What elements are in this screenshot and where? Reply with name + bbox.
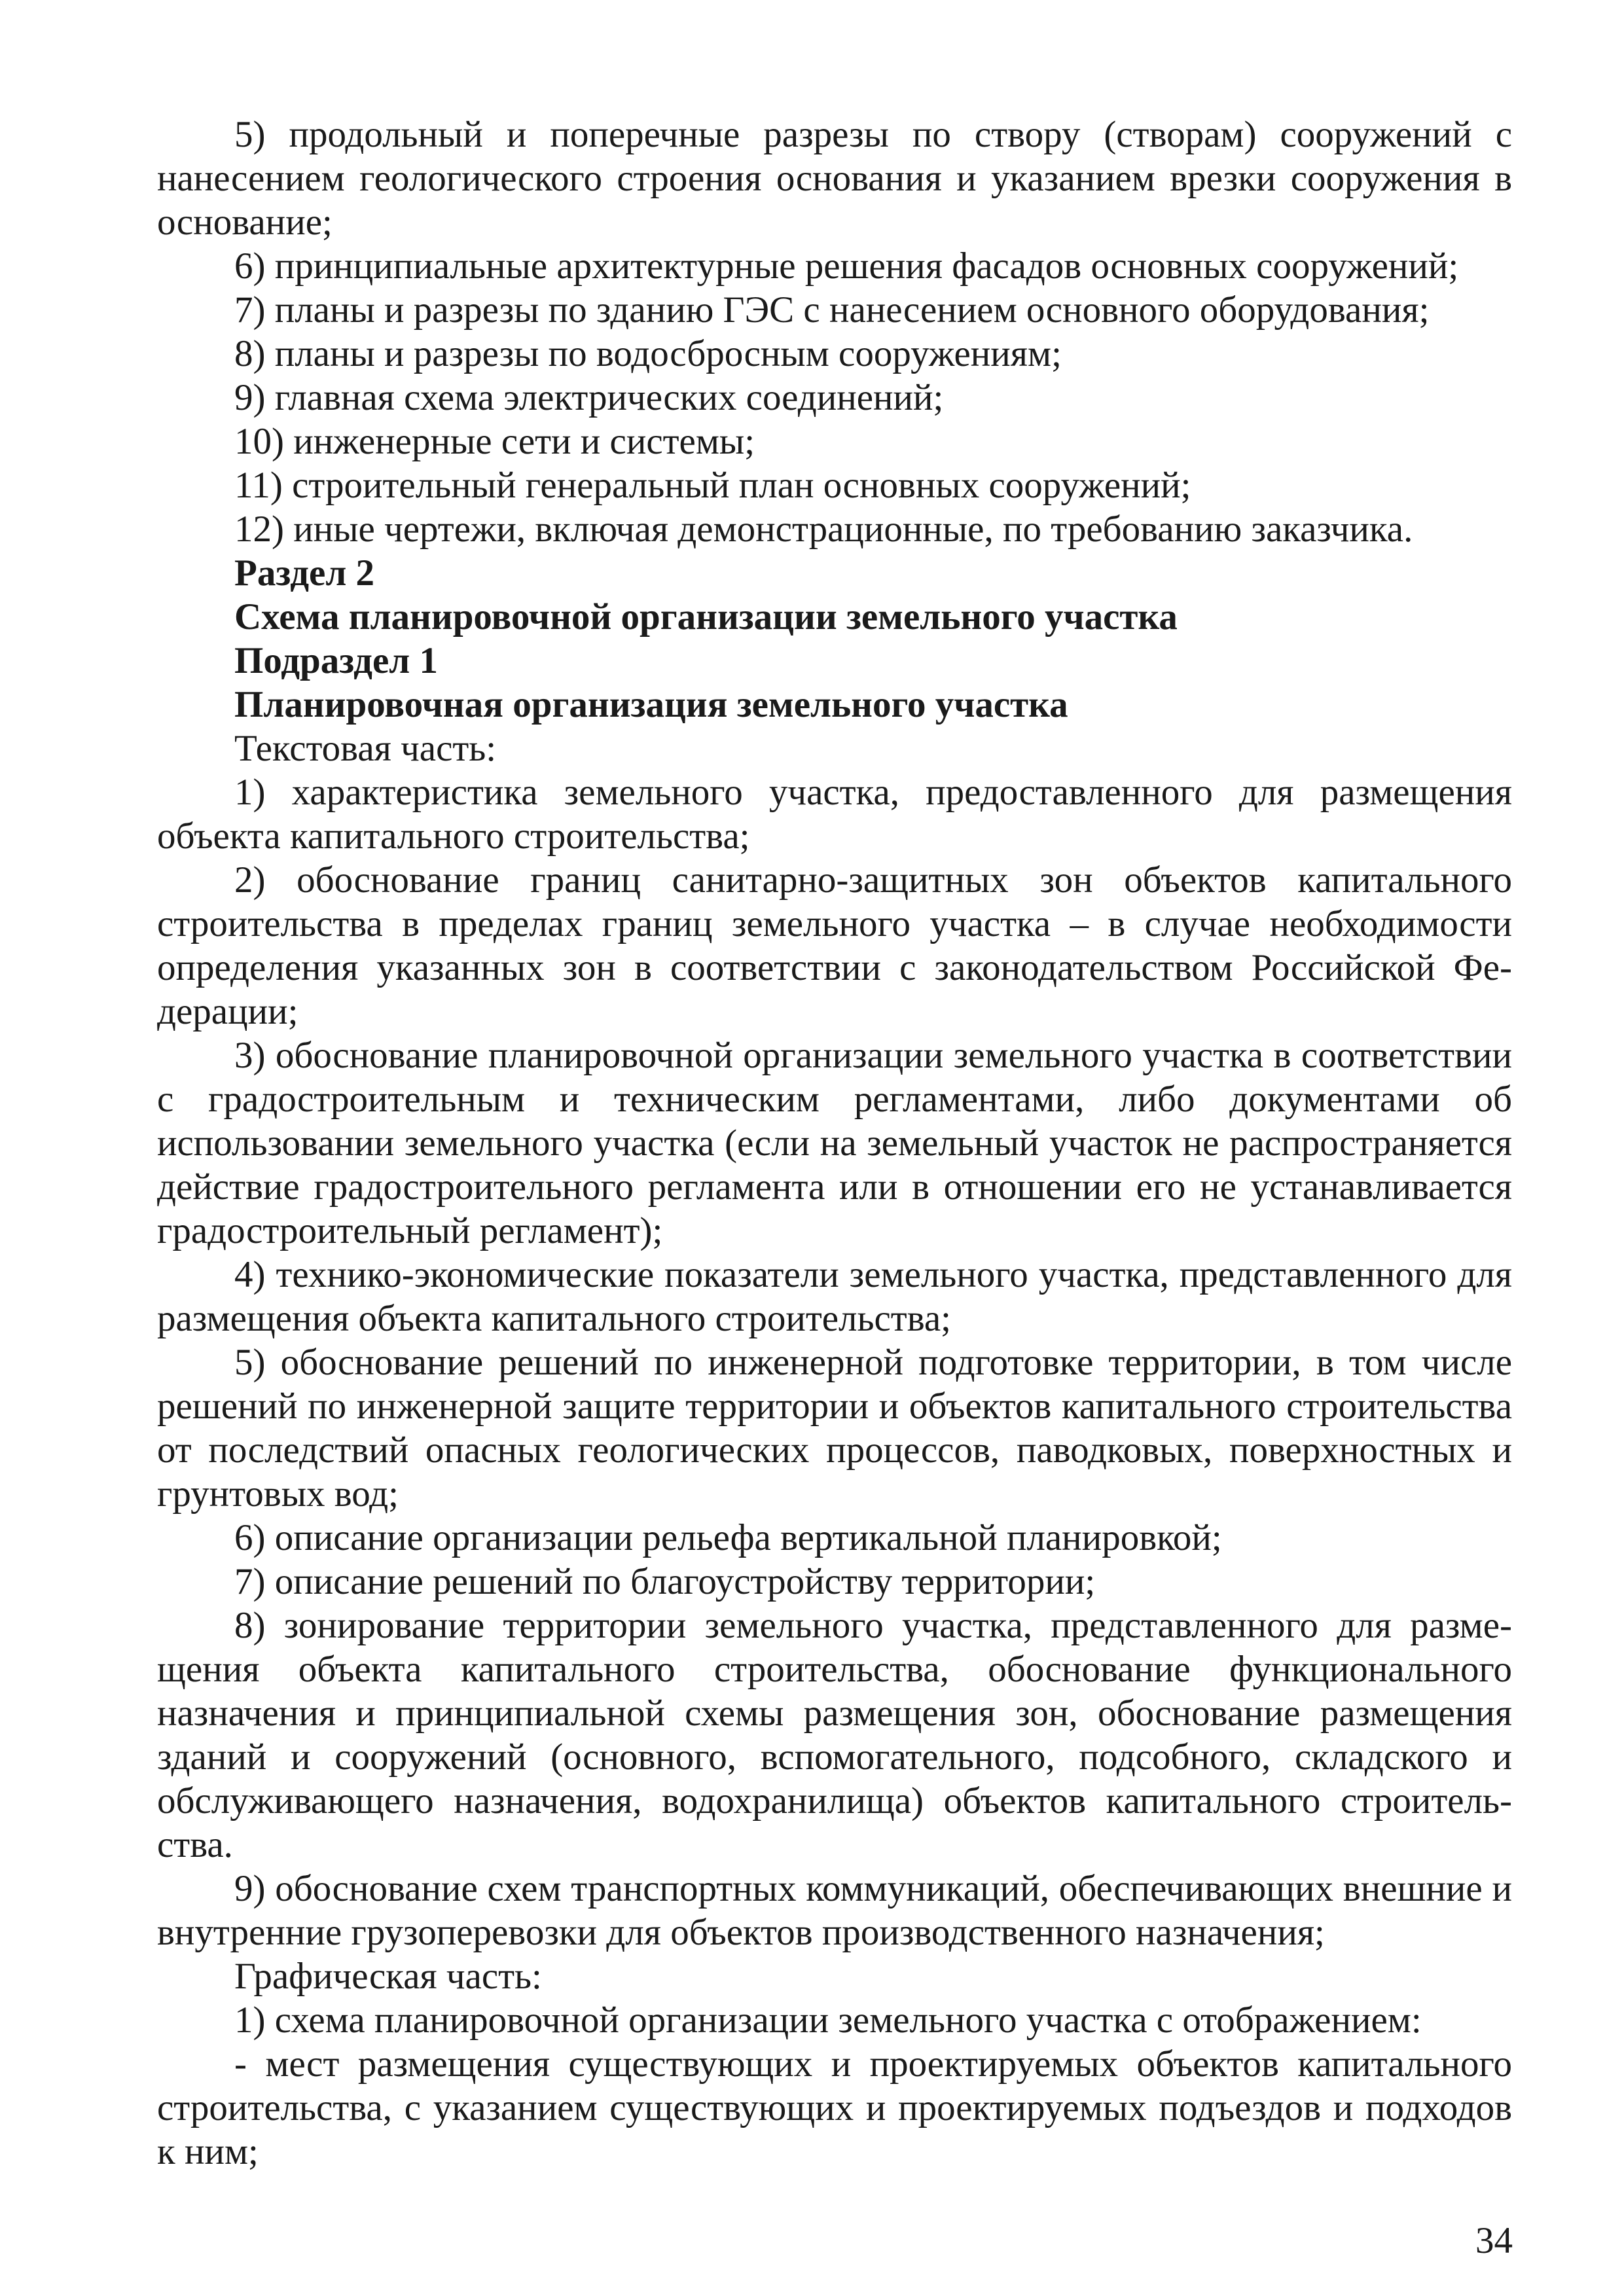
subsection-heading-number: Подраздел 1 bbox=[234, 640, 438, 681]
text-item-3: 3) обоснование планировочной организации земельного участка в соответствии с градостроительным и техническим регламентами, либо документами об использовании земельного участка (если на земельный участок не распространяется действие градостроительного регламента или в отношении его не устанавливается градостроительный регламент); bbox=[157, 1035, 1512, 1251]
paragraph-item-7-hpp-plans: 7) планы и разрезы по зданию ГЭС с нанесением основного оборудования; bbox=[234, 289, 1430, 331]
paragraph-item-12-other-drawings: 12) иные чертежи, включая демонстрационные, по требованию заказчика. bbox=[234, 509, 1413, 550]
paragraph-item-9-electrical-scheme: 9) главная схема электрических соединений; bbox=[234, 377, 944, 418]
paragraph-item-5-sections: 5) продольный и поперечные разрезы по створу (створам) сооружений с нанесением геологического строения основания и указанием врезки сооружения в основание; bbox=[157, 114, 1512, 243]
text-part-label: Текстовая часть: bbox=[234, 728, 497, 769]
graphic-item-1: 1) схема планировочной организации земельного участка с отображением: bbox=[234, 2000, 1422, 2041]
graphic-part-label: Графическая часть: bbox=[234, 1956, 542, 1997]
page-number: 34 bbox=[1475, 2220, 1513, 2261]
subsection-heading-title: Планировочная организация земельного участка bbox=[234, 684, 1068, 725]
text-item-8: 8) зонирование территории земельного участка, представленного для размещения объекта капитального строительства, обоснование функционального назначения и принципиальной схемы размещения зон, обоснование размещения зданий и сооружений (основного, вспомогательного, подсобного, складского и обслуживающего назначения, водохранилища) объектов капитального строительства. bbox=[157, 1605, 1512, 1865]
text-item-5: 5) обоснование решений по инженерной подготовке территории, в том числе решений по инженерной защите территории и объектов капитального строительства от последствий опасных геологических процессов, паводковых, поверхностных и грунтовых вод; bbox=[157, 1342, 1512, 1515]
paragraph-item-6-facades: 6) принципиальные архитектурные решения фасадов основных сооружений; bbox=[234, 245, 1459, 287]
text-item-9: 9) обоснование схем транспортных коммуникаций, обеспечивающих внешние и внутренние грузоперевозки для объектов производственного назначения; bbox=[157, 1868, 1512, 1953]
text-item-2: 2) обоснование границ санитарно-защитных зон объектов капитального строительства в пределах границ земельного участка – в случае необходимости определения указанных зон в соответствии с законодательством Российской Федерации; bbox=[157, 859, 1512, 1032]
paragraph-item-10-networks: 10) инженерные сети и системы; bbox=[234, 421, 755, 462]
paragraph-item-11-general-plan: 11) строительный генеральный план основных сооружений; bbox=[234, 465, 1191, 506]
section-heading-number: Раздел 2 bbox=[234, 552, 375, 594]
text-item-1: 1) характеристика земельного участка, предоставленного для размещения объекта капитального строительства; bbox=[157, 772, 1512, 857]
section-heading-title: Схема планировочной организации земельного участка bbox=[234, 596, 1178, 637]
graphic-item-1-bullet: - мест размещения существующих и проектируемых объектов капитального строительства, с указанием существующих и проектируемых подъездов и подходов к ним; bbox=[157, 2043, 1512, 2172]
text-body bbox=[157, 113, 1512, 2174]
paragraph-item-8-spillway-plans: 8) планы и разрезы по водосбросным сооружениям; bbox=[234, 333, 1062, 374]
text-item-7: 7) описание решений по благоустройству территории; bbox=[234, 1561, 1096, 1602]
text-item-6: 6) описание организации рельефа вертикальной планировкой; bbox=[234, 1517, 1222, 1558]
text-item-4: 4) технико-экономические показатели земельного участка, представленного для размещения объекта капитального строительства; bbox=[157, 1254, 1512, 1339]
